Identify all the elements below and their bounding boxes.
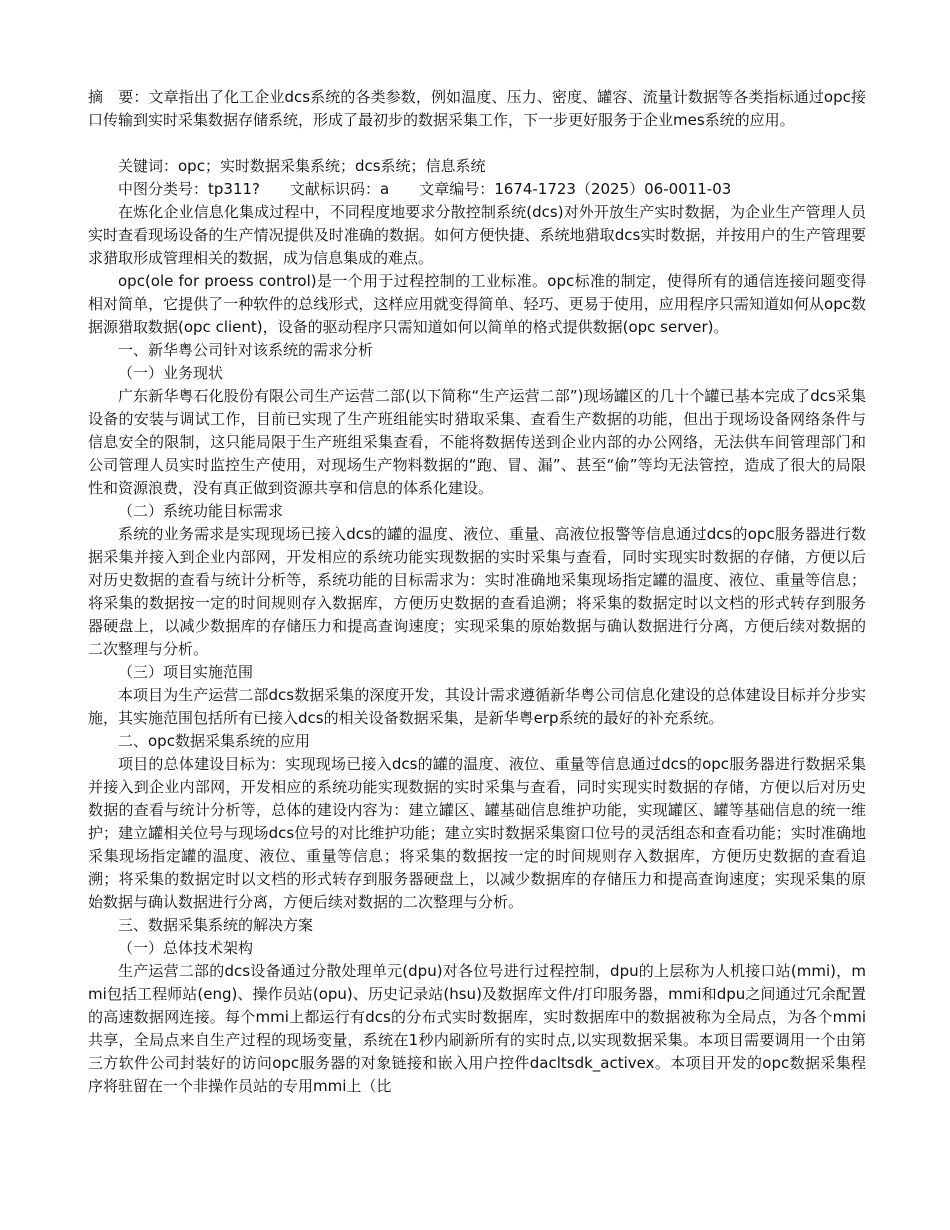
body-paragraph-architecture: 生产运营二部的dcs设备通过分散处理单元(dpu)对各位号进行过程控制，dpu的上层称为人机接口站(mmi)，mmi包括工程师站(eng)、操作员站(opu)、历史记录站(hsu)及数据库文件/打印服务器，mmi和dpu之间通过冗余配置的高速数据网连接。每个mmi上都运行有dcs的分布式实时数据库，实时数据库中的数据被称为全局点，为各个mmi共享，全局点来自生产过程的现场变量，系统在1秒内刷新所有的实时点,以实现数据采集。本项目需要调用一个由第三方软件公司封装好的访问opc服务器的对象链接和嵌入用户控件dacltsdk_activex。本项目开发的opc数据采集程序将驻留在一个非操作员站的专用mmi上（比	[88, 962, 866, 1095]
body-paragraph-business-status: 广东新华粤石化股份有限公司生产运营二部(以下简称“生产运营二部”)现场罐区的几十个罐已基本完成了dcs采集设备的安装与调试工作，目前已实现了生产班组能实时猎取采集、查看生产数据的功能，但出于现场设备网络条件与信息安全的限制，这只能局限于生产班组采集查看，不能将数据传送到企业内部的办公网络，无法供车间管理部门和公司管理人员实时监控生产使用，对现场生产物料数据的“跑、冒、漏”、甚至“偷”等均无法管控，造成了很大的局限性和资源浪费，没有真正做到资源共享和信息的体系化建设。	[88, 387, 866, 497]
section-heading-3: 三、数据采集系统的解决方案	[118, 916, 314, 934]
subsection-heading-1-1: （一）业务现状	[118, 364, 224, 382]
article-page	[88, 86, 866, 1098]
subsection-heading-1-3: （三）项目实施范围	[118, 663, 254, 681]
subsection-heading-3-1: （一）总体技术架构	[118, 939, 254, 957]
body-paragraph-opc-definition: opc(ole for proess control)是一个用于过程控制的工业标准。opc标准的制定，使得所有的通信连接问题变得相对简单，它提供了一种软件的总线形式，这样应用就变得简单、轻巧、更易于使用，应用程序只需知道如何从opc数据源猎取数据(opc client)，设备的驱动程序只需知道如何以简单的格式提供数据(opc server)。	[88, 272, 866, 336]
body-paragraph-project-scope: 本项目为生产运营二部dcs数据采集的深度开发，其设计需求遵循新华粤公司信息化建设的总体建设目标并分步实施，其实施范围包括所有已接入dcs的相关设备数据采集，是新华粤erp系统的最好的补充系统。	[88, 686, 866, 727]
section-heading-2: 二、opc数据采集系统的应用	[118, 732, 310, 750]
subsection-heading-1-2: （二）系统功能目标需求	[118, 502, 284, 520]
abstract: 摘 要：文章指出了化工企业dcs系统的各类参数，例如温度、压力、密度、罐容、流量计数据等各类指标通过opc接口传输到实时采集数据存储系统，形成了最初步的数据采集工作，下一步更好服务于企业mes系统的应用。	[88, 88, 866, 129]
keywords: 关键词：opc；实时数据采集系统；dcs系统；信息系统	[118, 157, 486, 175]
section-heading-1: 一、新华粤公司针对该系统的需求分析	[118, 341, 374, 359]
body-paragraph-overall-goal: 项目的总体建设目标为：实现现场已接入dcs的罐的温度、液位、重量等信息通过dcs的opc服务器进行数据采集并接入到企业内部网，开发相应的系统功能实现数据的实时采集与查看，同时实现实时数据的存储，方便以后对历史数据的查看与统计分析等，总体的建设内容为：建立罐区、罐基础信息维护功能，实现罐区、罐等基础信息的统一维护；建立罐相关位号与现场dcs位号的对比维护功能；建立实时数据采集窗口位号的灵活组态和查看功能；实时准确地采集现场指定罐的温度、液位、重量等信息；将采集的数据按一定的时间规则存入数据库，方便历史数据的查看追溯；将采集的数据定时以文档的形式转存到服务器硬盘上，以减少数据库的存储压力和提高查询速度；实现采集的原始数据与确认数据进行分离，方便后续对数据的二次整理与分析。	[88, 755, 866, 911]
classification-numbers: 中图分类号：tp311? 文献标识码：a 文章编号：1674-1723（2025）06-0011-03	[118, 180, 732, 198]
body-paragraph-function-goals: 系统的业务需求是实现现场已接入dcs的罐的温度、液位、重量、高液位报警等信息通过dcs的opc服务器进行数据采集并接入到企业内部网，开发相应的系统功能实现数据的实时采集与查看，同时实现实时数据的存储，方便以后对历史数据的查看与统计分析等，系统功能的目标需求为：实时准确地采集现场指定罐的温度、液位、重量等信息；将采集的数据按一定的时间规则存入数据库，方便历史数据的查看追溯；将采集的数据定时以文档的形式转存到服务器硬盘上，以减少数据库的存储压力和提高查询速度；实现采集的原始数据与确认数据进行分离，方便后续对数据的二次整理与分析。	[88, 525, 866, 658]
body-paragraph-intro: 在炼化企业信息化集成过程中，不同程度地要求分散控制系统(dcs)对外开放生产实时数据，为企业生产管理人员实时查看现场设备的生产情况提供及时准确的数据。如何方便快捷、系统地猎取dcs实时数据，并按用户的生产管理要求猎取形成管理相关的数据，成为信息集成的难点。	[88, 203, 866, 267]
